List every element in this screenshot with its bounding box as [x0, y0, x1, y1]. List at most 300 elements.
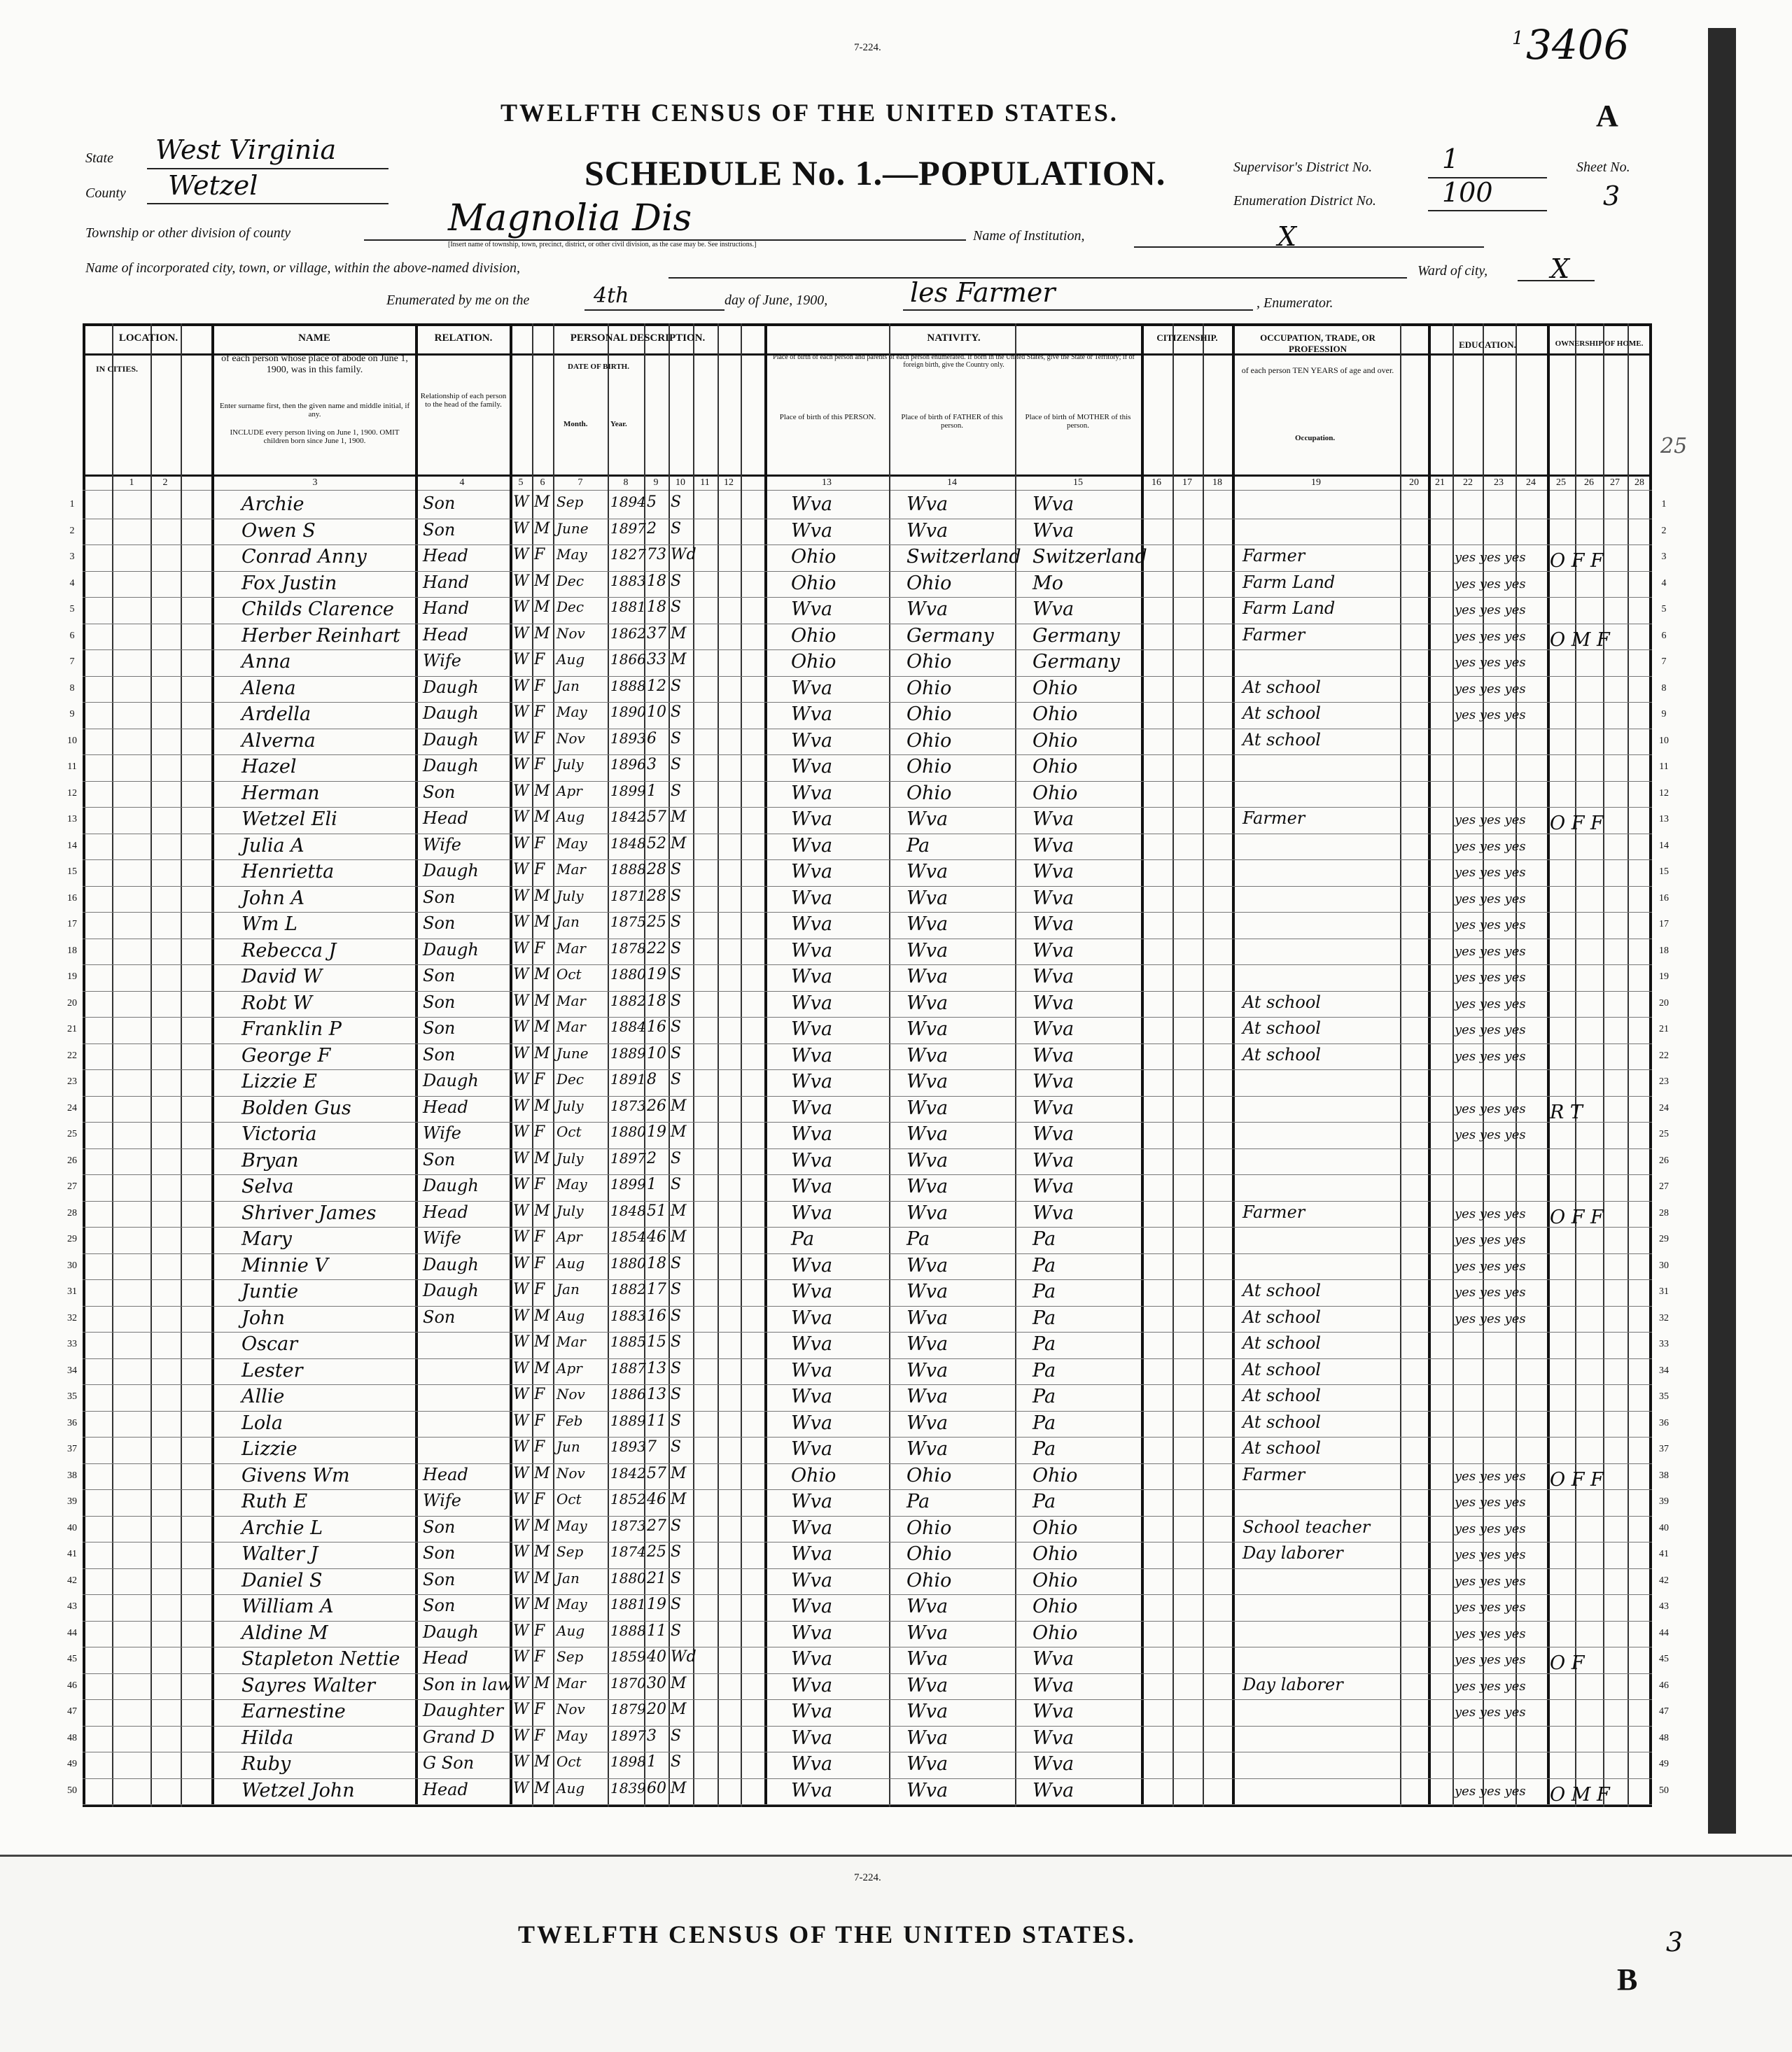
row-divider — [83, 1148, 1652, 1149]
township-note: [Insert name of township, town, precinct, district, or other civil division, as the case may be. See instructions.] — [448, 241, 757, 248]
row-number: 6 — [1661, 630, 1667, 641]
cell-name: Juntie — [241, 1281, 299, 1302]
cell-birth-mother: Wva — [1032, 913, 1074, 935]
cell-birth-person: Wva — [791, 992, 833, 1014]
cell-age: 1 — [647, 1753, 657, 1771]
cell-birth-father: Wva — [906, 861, 948, 883]
cell-birth-father: Wva — [906, 1044, 948, 1067]
row-number: 38 — [1659, 1470, 1669, 1481]
row-divider — [83, 1332, 1652, 1333]
row-divider — [83, 1568, 1652, 1569]
cell-occupation: Farm Land — [1242, 572, 1336, 592]
cell-relation: Daugh — [423, 1254, 479, 1274]
cell-marital: M — [671, 1228, 687, 1246]
cell-name: Fox Justin — [241, 572, 337, 594]
cell-sex: M — [534, 1569, 550, 1587]
cell-birth-person: Wva — [791, 861, 833, 883]
cell-birth-father: Pa — [906, 1228, 930, 1250]
cell-age: 22 — [647, 939, 666, 957]
stamp-prefix: 1 — [1512, 28, 1524, 49]
cell-color: W — [513, 651, 529, 668]
cell-birth-mother: Pa — [1032, 1228, 1056, 1250]
cell-age: 16 — [647, 1018, 666, 1036]
row-divider — [83, 1174, 1652, 1175]
cell-month: Aug — [556, 1779, 585, 1797]
cell-name: Lizzie E — [241, 1071, 317, 1092]
cell-occupation: At school — [1242, 703, 1321, 723]
row-number: 30 — [1659, 1260, 1669, 1271]
cell-birth-father: Germany — [906, 624, 994, 647]
cell-marital: M — [671, 624, 687, 642]
cell-birth-mother: Wva — [1032, 519, 1074, 542]
cell-sex: M — [534, 572, 550, 590]
cell-birth-mother: Wva — [1032, 1097, 1074, 1119]
cell-sex: F — [534, 1386, 545, 1403]
ward-label: Ward of city, — [1418, 263, 1488, 279]
cell-birth-person: Wva — [791, 1071, 833, 1092]
cell-year: 1899 — [610, 782, 646, 799]
cell-marital: S — [671, 887, 682, 905]
cell-sex: F — [534, 834, 545, 852]
cell-month: Sep — [556, 493, 584, 510]
stamp-number: 3406 — [1526, 21, 1630, 69]
cell-birth-father: Wva — [906, 1202, 948, 1224]
cell-birth-person: Wva — [791, 1333, 833, 1355]
cell-relation: Hand — [423, 572, 470, 592]
cell-color: W — [513, 1044, 529, 1062]
row-number: 2 — [1661, 525, 1667, 536]
row-number: 34 — [67, 1365, 77, 1376]
cell-year: 1889 — [610, 1044, 646, 1062]
state-label: State — [85, 150, 113, 166]
cell-sex: M — [534, 1359, 550, 1377]
cell-birth-person: Wva — [791, 1779, 833, 1801]
cell-occupation: At school — [1242, 1438, 1321, 1458]
cell-year: 1897 — [610, 519, 646, 537]
col-month: Month. — [564, 420, 588, 428]
cell-marital: S — [671, 1359, 682, 1377]
cell-year: 1839 — [610, 1779, 646, 1797]
cell-birth-father: Wva — [906, 493, 948, 515]
cell-occupation: At school — [1242, 992, 1321, 1012]
cell-name: Bryan — [241, 1149, 299, 1172]
cell-relation: Son — [423, 1569, 456, 1589]
column-number: 4 — [459, 477, 465, 488]
cell-name: George F — [241, 1044, 331, 1067]
cell-marital: S — [671, 1753, 682, 1771]
cell-occupation: At school — [1242, 1412, 1321, 1432]
cell-marital: S — [671, 1044, 682, 1062]
column-number: 8 — [623, 477, 629, 488]
row-number: 17 — [1659, 919, 1669, 929]
row-divider — [83, 1437, 1652, 1438]
cell-birth-person: Wva — [791, 1438, 833, 1460]
cell-education: yes yes yes — [1455, 1600, 1526, 1615]
cell-name: Rebecca J — [241, 939, 337, 962]
cell-relation: Daugh — [423, 1622, 479, 1642]
cell-age: 19 — [647, 966, 666, 983]
row-divider — [83, 1358, 1652, 1359]
cell-marital: M — [671, 1779, 687, 1797]
cell-birth-person: Wva — [791, 756, 833, 778]
cell-year: 1893 — [610, 729, 646, 747]
column-number: 5 — [518, 477, 524, 488]
row-number: 41 — [67, 1549, 77, 1559]
cell-sex: F — [534, 1412, 545, 1430]
row-number: 8 — [1661, 682, 1667, 694]
row-number: 36 — [1659, 1417, 1669, 1428]
cell-relation: Daugh — [423, 939, 479, 960]
cell-relation: Daugh — [423, 1281, 479, 1300]
cell-birth-father: Wva — [906, 1412, 948, 1434]
cell-education: yes yes yes — [1455, 1495, 1526, 1510]
cell-color: W — [513, 1464, 529, 1482]
cell-year: 1880 — [610, 966, 646, 983]
cell-birth-person: Wva — [791, 782, 833, 804]
cell-occupation: Farm Land — [1242, 598, 1336, 618]
cell-age: 46 — [647, 1228, 666, 1246]
cell-marital: S — [671, 572, 682, 590]
cell-month: Aug — [556, 1307, 585, 1324]
cell-sex: F — [534, 703, 545, 721]
cell-month: Mar — [556, 992, 586, 1009]
cell-name: Henrietta — [241, 861, 335, 883]
form-number: 7-224. — [854, 42, 881, 53]
cell-birth-person: Wva — [791, 966, 833, 988]
row-number: 26 — [67, 1155, 77, 1166]
cell-year: 1899 — [610, 1176, 646, 1193]
cell-birth-mother: Ohio — [1032, 782, 1078, 804]
row-number: 21 — [1659, 1024, 1669, 1034]
cell-relation: Daugh — [423, 729, 479, 750]
cell-sex: M — [534, 1464, 550, 1482]
row-divider — [83, 754, 1652, 755]
row-number: 37 — [1659, 1444, 1669, 1454]
cell-year: 1884 — [610, 1018, 646, 1035]
cell-birth-mother: Ohio — [1032, 1543, 1078, 1565]
col-birth-person: Place of birth of this PERSON. — [779, 413, 876, 421]
cell-birth-father: Ohio — [906, 756, 952, 778]
cell-sex: M — [534, 1596, 550, 1613]
row-number: 11 — [1659, 761, 1669, 772]
row-number: 10 — [67, 735, 77, 746]
cell-age: 1 — [647, 1176, 657, 1193]
cell-birth-person: Wva — [791, 808, 833, 830]
cell-birth-father: Wva — [906, 598, 948, 620]
col-citizenship: CITIZENSHIP. — [1156, 332, 1218, 343]
cell-color: W — [513, 834, 529, 852]
cell-year: 1874 — [610, 1543, 646, 1560]
next-sheet-letter: B — [1617, 1962, 1638, 1997]
cell-name: Selva — [241, 1176, 294, 1197]
row-number: 45 — [67, 1654, 77, 1664]
row-number: 3 — [69, 551, 75, 562]
cell-month: June — [556, 1044, 589, 1062]
cell-month: Jun — [556, 1438, 580, 1455]
cell-name: Stapleton Nettie — [241, 1648, 400, 1670]
cell-relation: Son — [423, 887, 456, 907]
row-number: 43 — [67, 1601, 77, 1612]
cell-age: 10 — [647, 1044, 666, 1062]
row-number: 23 — [67, 1076, 77, 1087]
cell-color: W — [513, 1569, 529, 1587]
cell-birth-mother: Wva — [1032, 1674, 1074, 1696]
cell-birth-person: Wva — [791, 1307, 833, 1329]
cell-month: Mar — [556, 861, 586, 878]
cell-month: Mar — [556, 939, 586, 957]
cell-color: W — [513, 861, 529, 878]
cell-name: Shriver James — [241, 1202, 377, 1224]
cell-marital: S — [671, 966, 682, 983]
cell-year: 1870 — [610, 1674, 646, 1692]
cell-birth-mother: Ohio — [1032, 1596, 1078, 1617]
cell-birth-person: Wva — [791, 913, 833, 935]
cell-education: yes yes yes — [1455, 1258, 1526, 1274]
cell-marital: S — [671, 939, 682, 957]
cell-name: Hazel — [241, 756, 297, 778]
cell-relation: Daugh — [423, 677, 479, 697]
cell-birth-person: Wva — [791, 1202, 833, 1224]
row-number: 1 — [69, 499, 75, 510]
county-value: Wetzel — [168, 170, 258, 201]
cell-birth-father: Wva — [906, 1779, 948, 1801]
cell-occupation: Farmer — [1242, 624, 1306, 645]
cell-name: Herman — [241, 782, 320, 804]
cell-birth-father: Ohio — [906, 677, 952, 699]
cell-birth-mother: Ohio — [1032, 729, 1078, 752]
cell-birth-mother: Switzerland — [1032, 546, 1147, 568]
cell-education: yes yes yes — [1455, 1232, 1526, 1247]
cell-education: yes yes yes — [1455, 1023, 1526, 1037]
cell-color: W — [513, 598, 529, 616]
cell-marital: S — [671, 1569, 682, 1587]
cell-name: Childs Clarence — [241, 598, 394, 620]
cell-color: W — [513, 992, 529, 1010]
cell-month: Aug — [556, 808, 585, 825]
cell-color: W — [513, 939, 529, 957]
cell-name: Wetzel Eli — [241, 808, 337, 830]
cell-color: W — [513, 1701, 529, 1718]
cell-month: Apr — [556, 782, 582, 799]
cell-age: 7 — [647, 1438, 657, 1456]
cell-birth-father: Wva — [906, 1648, 948, 1670]
cell-sex: F — [534, 651, 545, 668]
cell-relation: Head — [423, 546, 468, 565]
census-title: TWELFTH CENSUS OF THE UNITED STATES. — [500, 99, 1119, 127]
cell-relation: Son — [423, 1044, 456, 1064]
cell-year: 1880 — [610, 1123, 646, 1140]
cell-relation: Wife — [423, 834, 462, 855]
cell-marital: S — [671, 677, 682, 695]
cell-sex: F — [534, 756, 545, 773]
cell-month: July — [556, 1097, 584, 1114]
row-divider — [83, 1516, 1652, 1517]
cell-month: Apr — [556, 1228, 582, 1245]
cell-relation: Son — [423, 782, 456, 802]
cell-sex: M — [534, 1202, 550, 1220]
enumerated-prefix: Enumerated by me on the — [386, 293, 530, 308]
row-divider — [83, 1306, 1652, 1307]
cell-marital: S — [671, 1412, 682, 1430]
cell-marital: S — [671, 782, 682, 800]
cell-birth-father: Ohio — [906, 572, 952, 594]
row-number: 25 — [1659, 1129, 1669, 1139]
cell-birth-person: Ohio — [791, 624, 836, 647]
cell-birth-father: Wva — [906, 1018, 948, 1040]
cell-relation: Son — [423, 493, 456, 513]
row-divider — [83, 597, 1652, 598]
cell-birth-mother: Wva — [1032, 1753, 1074, 1775]
row-number: 39 — [1659, 1496, 1669, 1507]
row-number: 14 — [67, 840, 77, 851]
cell-marital: S — [671, 1254, 682, 1272]
cell-age: 28 — [647, 887, 666, 905]
column-number: 2 — [162, 477, 168, 488]
cell-year: 1883 — [610, 572, 646, 589]
row-divider — [83, 1411, 1652, 1412]
cell-occupation: At school — [1242, 677, 1321, 697]
row-number: 49 — [1659, 1759, 1669, 1769]
cell-month: Nov — [556, 1701, 585, 1717]
cell-relation: Daughter — [423, 1701, 504, 1720]
row-number: 40 — [67, 1522, 77, 1533]
cell-occupation: Farmer — [1242, 1202, 1306, 1222]
cell-color: W — [513, 782, 529, 800]
row-number: 20 — [67, 997, 77, 1009]
cell-name: Hilda — [241, 1727, 294, 1749]
row-number: 50 — [1659, 1785, 1669, 1796]
cell-sex: M — [534, 1149, 550, 1167]
column-number: 17 — [1182, 477, 1192, 488]
cell-color: W — [513, 1281, 529, 1298]
cell-month: Nov — [556, 729, 585, 747]
cell-month: Apr — [556, 1359, 582, 1377]
row-number: 46 — [67, 1680, 77, 1691]
cell-age: 46 — [647, 1491, 666, 1508]
cell-birth-person: Wva — [791, 1044, 833, 1067]
sheet-value: 3 — [1603, 181, 1620, 211]
cell-age: 51 — [647, 1202, 666, 1220]
cell-name: Bolden Gus — [241, 1097, 351, 1119]
cell-birth-person: Wva — [791, 1386, 833, 1407]
cell-sex: F — [534, 677, 545, 695]
col-name-note-2: INCLUDE every person living on June 1, 1900. OMIT children born since June 1, 1900. — [230, 428, 400, 445]
cell-relation: Wife — [423, 651, 462, 670]
cell-birth-mother: Pa — [1032, 1333, 1056, 1355]
cell-color: W — [513, 546, 529, 563]
cell-birth-person: Ohio — [791, 546, 836, 568]
cell-birth-mother: Wva — [1032, 1123, 1074, 1145]
row-number: 44 — [1659, 1627, 1669, 1638]
cell-year: 1893 — [610, 1438, 646, 1455]
cell-name: Alena — [241, 677, 296, 699]
cell-month: May — [556, 1517, 587, 1534]
cell-marital: M — [671, 651, 687, 668]
cell-age: 1 — [647, 782, 657, 800]
cell-birth-father: Ohio — [906, 651, 952, 673]
cell-birth-person: Wva — [791, 1412, 833, 1434]
cell-year: 1882 — [610, 992, 646, 1009]
row-divider — [83, 1463, 1652, 1464]
row-number: 11 — [67, 761, 77, 772]
cell-name: Conrad Anny — [241, 546, 367, 568]
cell-birth-father: Wva — [906, 1596, 948, 1617]
page-edge-shadow — [1708, 28, 1736, 1834]
row-number: 27 — [1659, 1181, 1669, 1192]
cell-relation: Son in law — [423, 1674, 512, 1694]
cell-relation: Son — [423, 913, 456, 933]
cell-sex: F — [534, 729, 545, 747]
column-number: 12 — [724, 477, 734, 488]
cell-marital: S — [671, 1438, 682, 1456]
col-nativity: NATIVITY. — [927, 332, 981, 344]
cell-birth-mother: Wva — [1032, 1044, 1074, 1067]
cell-name: William A — [241, 1596, 334, 1617]
row-number: 6 — [69, 630, 75, 641]
cell-age: 13 — [647, 1359, 666, 1377]
cell-sex: M — [534, 1018, 550, 1036]
cell-month: Aug — [556, 651, 585, 668]
cell-month: Nov — [556, 1386, 585, 1403]
cell-age: 21 — [647, 1569, 666, 1587]
supervisor-value: 1 — [1442, 143, 1460, 174]
cell-birth-father: Wva — [906, 1281, 948, 1302]
cell-month: Mar — [556, 1018, 586, 1035]
cell-name: Franklin P — [241, 1018, 342, 1040]
row-number: 41 — [1659, 1549, 1669, 1559]
cell-education: yes yes yes — [1455, 1468, 1526, 1484]
cell-marital: S — [671, 729, 682, 747]
row-number: 2 — [69, 525, 75, 536]
cell-occupation: At school — [1242, 1281, 1321, 1300]
cell-birth-person: Wva — [791, 1254, 833, 1277]
cell-color: W — [513, 1254, 529, 1272]
row-divider — [83, 859, 1652, 860]
row-number: 32 — [1659, 1312, 1669, 1323]
column-number: 10 — [676, 477, 685, 488]
row-number: 8 — [69, 682, 75, 694]
row-number: 47 — [67, 1706, 77, 1717]
column-number: 6 — [540, 477, 545, 488]
row-number: 21 — [67, 1024, 77, 1034]
cell-age: 3 — [647, 1727, 657, 1745]
cell-education: yes yes yes — [1455, 1652, 1526, 1667]
cell-birth-mother: Germany — [1032, 651, 1120, 673]
cell-birth-father: Wva — [906, 1438, 948, 1460]
cell-year: 1883 — [610, 1307, 646, 1324]
cell-sex: M — [534, 1097, 550, 1115]
cell-color: W — [513, 519, 529, 537]
cell-birth-person: Wva — [791, 598, 833, 620]
cell-month: Oct — [556, 1753, 582, 1770]
col-birth-father: Place of birth of FATHER of this person. — [901, 413, 1003, 430]
row-number: 48 — [67, 1732, 77, 1743]
cell-month: Oct — [556, 1491, 582, 1508]
cell-marital: Wd — [671, 546, 696, 563]
cell-relation: Head — [423, 1202, 468, 1222]
cell-birth-father: Wva — [906, 1307, 948, 1329]
cell-marital: S — [671, 1386, 682, 1403]
column-number: 1 — [129, 477, 134, 488]
row-number: 13 — [1659, 814, 1669, 824]
cell-marital: M — [671, 1491, 687, 1508]
cell-birth-person: Wva — [791, 1648, 833, 1670]
cell-year: 1866 — [610, 651, 646, 668]
cell-name: Aldine M — [241, 1622, 328, 1644]
cell-color: W — [513, 1202, 529, 1220]
cell-birth-father: Wva — [906, 992, 948, 1014]
cell-relation: Son — [423, 1307, 456, 1327]
